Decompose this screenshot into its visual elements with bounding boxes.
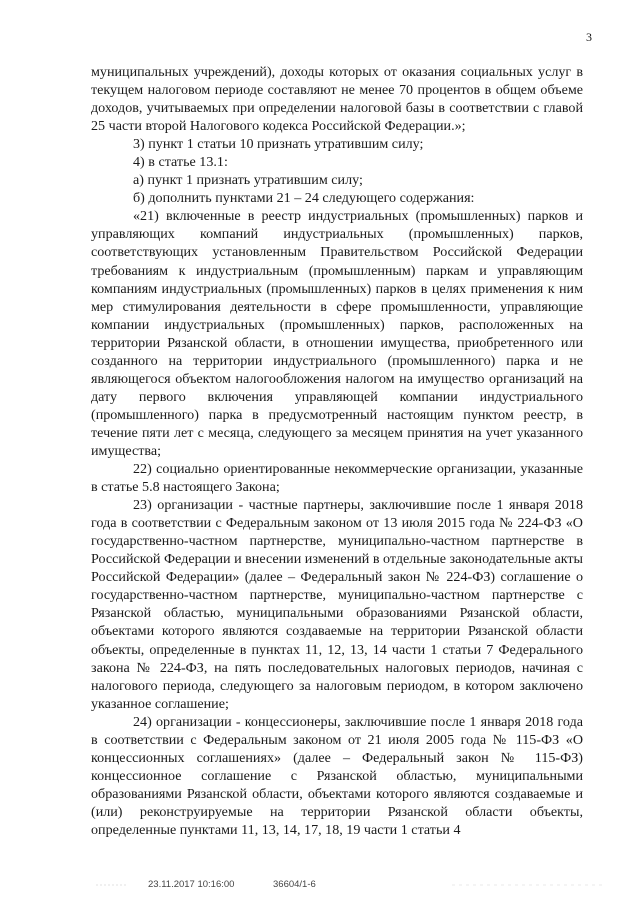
page-footer	[0, 879, 640, 895]
paragraph-point-23: 23) организации - частные партнеры, заключившие после 1 января 2018 года в соответствии с Федеральным законом от 13 июля 2015 года № 224-ФЗ «О государственно-частном партнерстве, муниципально-частном партнерстве в Российской Федерации и внесении изменений в отдельные законодательные акты Российской Федерации» (далее – Федеральный закон № 224-ФЗ) соглашение о государственно-частном партнерстве, муниципально-частном партнерстве с Рязанской областью, муниципальными образованиями Рязанской области, объектами которого являются создаваемые на территории Рязанской области объекты, определенные в пунктах 11, 12, 13, 14 части 1 статьи 7 Федерального закона № 224-ФЗ, на пять последовательных налоговых периодов, начиная с налогового периода, следующего за налоговым периодом, в котором заключено указанное соглашение;	[91, 497, 583, 712]
page-number: 3	[586, 30, 592, 44]
paragraph-item-3: 3) пункт 1 статьи 10 признать утратившим силу;	[133, 136, 424, 153]
paragraph-item-4a: а) пункт 1 признать утратившим силу;	[133, 172, 363, 189]
document-body	[91, 63, 583, 839]
scan-mark-icon	[96, 881, 126, 889]
paragraph-point-24: 24) организации - концессионеры, заключившие после 1 января 2018 года в соответствии с Федеральным законом от 21 июля 2005 года № 115-ФЗ «О концессионных соглашениях» (далее – Федеральный закон № 115-ФЗ) концессионное соглашение с Рязанской областью, муниципальными образованиями Рязанской области, объектами которого являются создаваемые и (или) реконструируемые на территории Рязанской области объекты, определенные пунктами 11, 13, 14, 17, 18, 19 части 1 статьи 4	[91, 713, 583, 838]
scan-mark-icon	[452, 881, 602, 889]
paragraph-point-22: 22) социально ориентированные некоммерческие организации, указанные в статье 5.8 настоящего Закона;	[91, 461, 583, 496]
footer-timestamp: 23.11.2017 10:16:00	[148, 879, 235, 890]
paragraph-item-4: 4) в статье 13.1:	[133, 154, 228, 171]
paragraph-point-21: «21) включенные в реестр индустриальных (промышленных) парков и управляющих компаний индустриальных (промышленных) парков, соответствующих установленным Правительством Российской Федерации требованиям к индустриальным (промышленным) паркам и управляющим компаниям индустриальных (промышленных) парков в целях применения к ним мер стимулирования деятельности в сфере промышленности, управляющие компании индустриальных (промышленных) парков, расположенных на территории Рязанской области, в отношении имущества, приобретенного или созданного на территории индустриального (промышленного) парка и не являющегося объектом налогообложения налогом на имущество организаций на дату первого включения управляющей компании индустриального (промышленного) парка в предусмотренный настоящим пунктом реестр, в течение пяти лет с месяца, следующего за месяцем принятия на учет указанного имущества;	[91, 208, 583, 459]
paragraph-continuation: муниципальных учреждений), доходы которых от оказания социальных услуг в текущем налоговом периоде составляют не менее 70 процентов в общем объеме доходов, учитываемых при определении налоговой базы в соответствии с главой 25 части второй Налогового кодекса Российской Федерации.»;	[91, 64, 583, 135]
paragraph-item-4b: б) дополнить пунктами 21 – 24 следующего содержания:	[133, 190, 475, 207]
footer-document-code: 36604/1-6	[273, 879, 316, 890]
